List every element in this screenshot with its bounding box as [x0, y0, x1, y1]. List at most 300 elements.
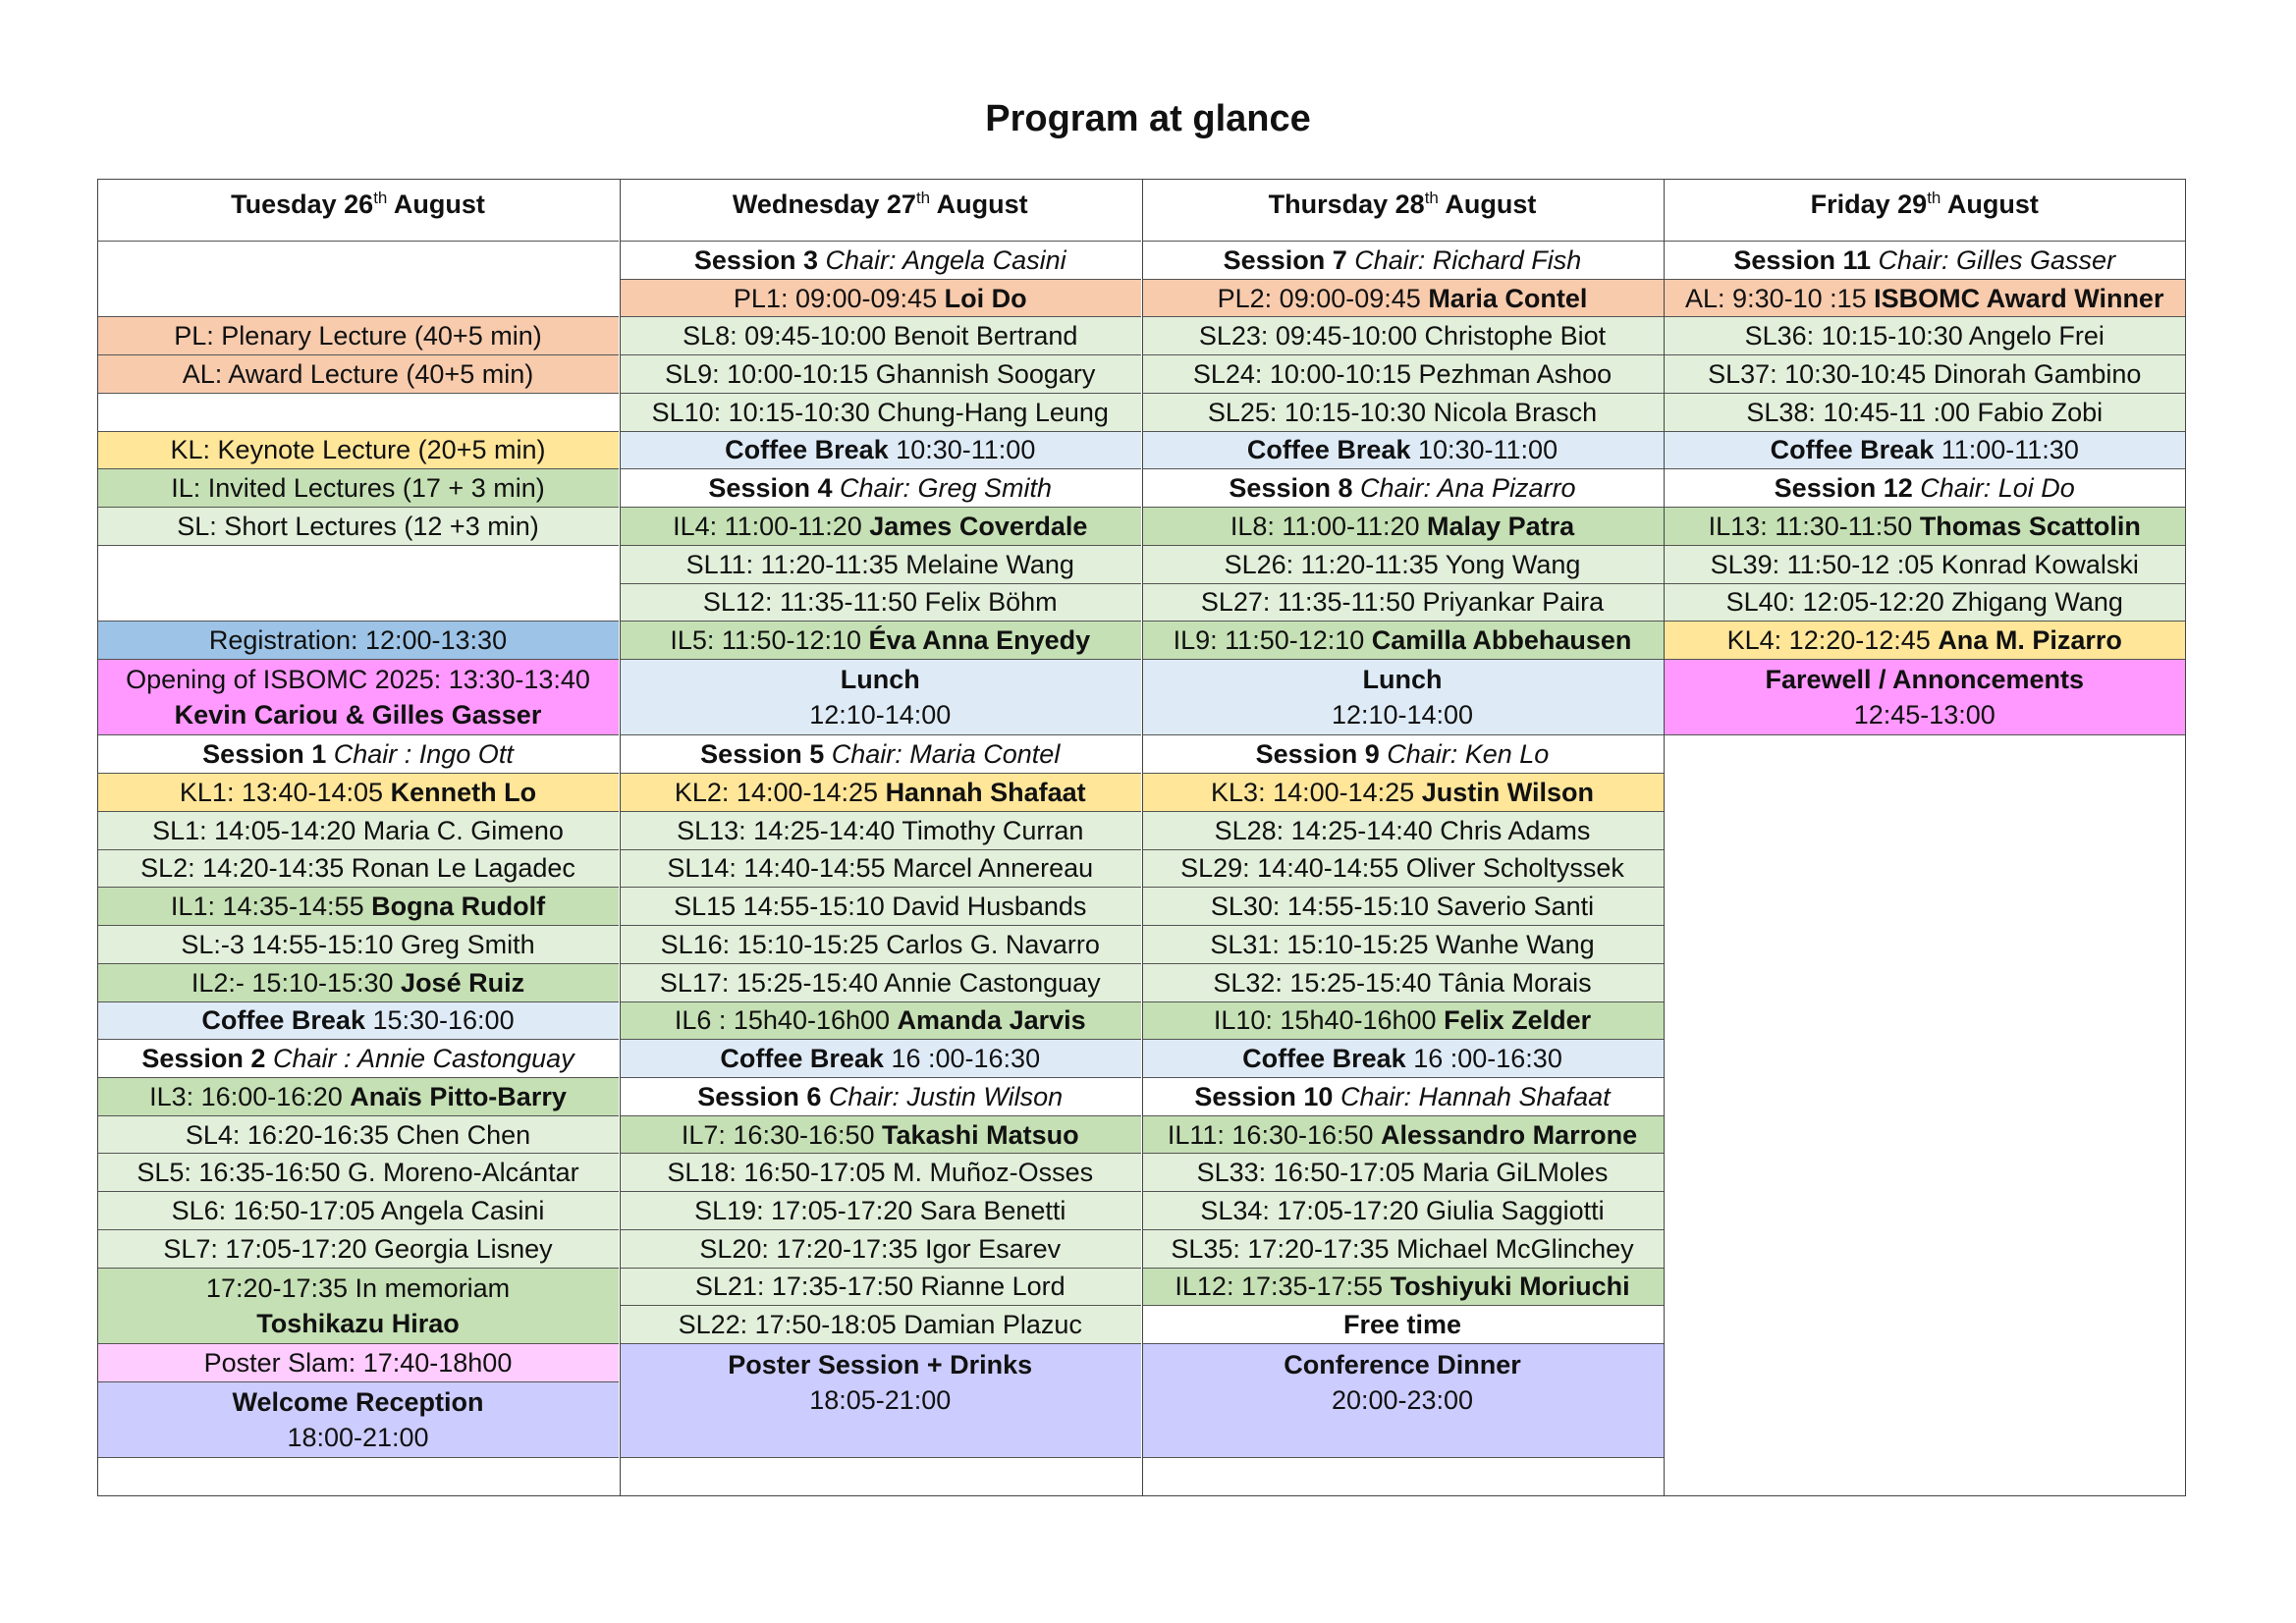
cell-text: IL10: 15h40-16h00 — [1213, 1005, 1445, 1036]
schedule-cell — [1142, 1269, 1664, 1307]
schedule-cell — [97, 508, 619, 546]
schedule-cell — [97, 1192, 619, 1230]
cell-text: Amanda Jarvis — [897, 1005, 1086, 1036]
cell-line — [202, 736, 514, 772]
schedule-cell — [97, 1230, 619, 1269]
day-header — [1142, 179, 1664, 242]
cell-text: KL3: 14:00-14:25 — [1211, 778, 1422, 808]
cell-line — [1213, 965, 1591, 1001]
cell-text: Coffee Break — [1246, 435, 1411, 465]
cell-text: Session 8 — [1229, 473, 1353, 504]
schedule-cell — [1142, 1002, 1664, 1041]
cell-line — [841, 662, 920, 697]
cell-line — [1197, 1155, 1609, 1190]
cell-text: SL32: 15:25-15:40 Tânia Morais — [1213, 967, 1592, 998]
cell-text: Coffee Break — [1770, 435, 1935, 465]
cell-text: Chair: Justin Wilson — [821, 1081, 1064, 1111]
schedule-cell — [1664, 584, 2185, 622]
cell-line — [201, 1002, 514, 1038]
schedule-cell — [620, 774, 1141, 812]
table-bottom-border — [97, 1495, 2186, 1496]
cell-text: Friday 29 — [1810, 189, 1928, 219]
schedule-cell — [97, 1382, 619, 1458]
cell-text: Kenneth Lo — [390, 778, 537, 808]
cell-text: SL20: 17:20-17:35 Igor Esarev — [699, 1233, 1062, 1264]
schedule-cell — [97, 469, 619, 508]
cell-text: SL19: 17:05-17:20 Sara Benetti — [694, 1196, 1066, 1226]
cell-text: IL2:- 15:10-15:30 — [191, 967, 402, 998]
cell-line — [661, 927, 1100, 962]
schedule-cell — [1664, 660, 2185, 735]
cell-text: SL17: 15:25-15:40 Annie Castonguay — [659, 967, 1101, 998]
cell-line — [1727, 622, 2122, 658]
cell-text: Thursday 28 — [1268, 189, 1425, 219]
cell-line — [1211, 889, 1594, 924]
cell-text: SL21: 17:35-17:50 Rianne Lord — [694, 1271, 1066, 1302]
cell-text: Lunch — [840, 665, 920, 695]
cell-line — [149, 1079, 567, 1114]
schedule-cell — [1142, 1078, 1664, 1116]
cell-text: Coffee Break — [1242, 1044, 1406, 1074]
cell-text: Session 3 — [693, 244, 818, 275]
cell-line — [720, 1041, 1040, 1076]
column-divider — [2185, 179, 2186, 1496]
cell-line — [1229, 470, 1575, 506]
cell-line — [733, 181, 1028, 222]
cell-text: Conference Dinner — [1284, 1350, 1521, 1380]
cell-line — [1709, 509, 2141, 544]
schedule-cell — [620, 888, 1141, 926]
cell-line — [1811, 181, 2039, 222]
cell-line — [1256, 736, 1550, 772]
cell-text: Welcome Reception — [232, 1387, 484, 1418]
cell-text: Chair: Ken Lo — [1379, 739, 1550, 770]
cell-text: KL4: 12:20-12:45 — [1726, 625, 1939, 656]
schedule-cell — [620, 584, 1141, 622]
cell-line — [708, 470, 1052, 506]
schedule-cell — [97, 926, 619, 964]
cell-line — [667, 1155, 1093, 1190]
cell-line — [683, 318, 1077, 353]
cell-line — [171, 889, 545, 924]
cell-text: Felix Zelder — [1444, 1005, 1592, 1036]
cell-text: SL18: 16:50-17:05 M. Muñoz-Osses — [667, 1158, 1094, 1188]
empty-cell — [1664, 735, 2185, 1458]
cell-text: SL38: 10:45-11 :00 Fabio Zobi — [1746, 397, 2104, 427]
schedule-cell — [620, 622, 1141, 660]
cell-text: 18:05-21:00 — [809, 1385, 952, 1416]
cell-text: SL25: 10:15-10:30 Nicola Brasch — [1207, 397, 1598, 427]
empty-cell — [97, 546, 619, 622]
schedule-cell — [1142, 1230, 1664, 1269]
cell-line — [1174, 622, 1632, 658]
cell-text: SL23: 09:45-10:00 Christophe Biot — [1198, 321, 1607, 352]
cell-line — [1224, 243, 1582, 278]
cell-text: SL16: 15:10-15:25 Carlos G. Navarro — [660, 929, 1100, 959]
cell-line — [1200, 1193, 1604, 1228]
schedule-cell — [620, 355, 1141, 394]
cell-text: Maria Contel — [1428, 283, 1588, 313]
schedule-cell — [1142, 584, 1664, 622]
cell-text: th — [1927, 189, 1941, 207]
schedule-cell — [97, 1040, 619, 1078]
cell-text: 10:30-11:00 — [888, 435, 1036, 465]
cell-text: SL5: 16:35-16:50 G. Moreno-Alcántar — [137, 1158, 579, 1188]
cell-line — [177, 509, 538, 544]
schedule-cell — [620, 1078, 1141, 1116]
empty-cell — [97, 394, 619, 432]
cell-text: PL: Plenary Lecture (40+5 min) — [174, 321, 542, 352]
cell-text: th — [915, 189, 931, 207]
cell-text: KL2: 14:00-14:25 — [674, 778, 886, 808]
schedule-cell — [620, 735, 1141, 774]
cell-text: Chair: Maria Contel — [824, 739, 1061, 770]
schedule-cell — [620, 1040, 1141, 1078]
cell-line — [667, 850, 1093, 886]
cell-text: Chair: Gilles Gasser — [1871, 244, 2116, 275]
cell-text: SL39: 11:50-12 :05 Konrad Kowalski — [1710, 549, 2139, 579]
cell-text: Opening of ISBOMC 2025: 13:30-13:40 — [126, 665, 590, 695]
cell-text: SL13: 14:25-14:40 Timothy Curran — [677, 815, 1084, 845]
cell-line — [1708, 356, 2141, 392]
cell-line — [1332, 1382, 1473, 1418]
schedule-cell — [1664, 508, 2185, 546]
cell-text: SL35: 17:20-17:35 Michael McGlinchey — [1171, 1233, 1634, 1264]
cell-text: IL11: 16:30-16:50 — [1167, 1119, 1382, 1150]
schedule-cell — [620, 850, 1141, 889]
day-column-tuesday — [97, 179, 619, 1496]
empty-cell — [97, 242, 619, 317]
schedule-cell — [1142, 774, 1664, 812]
cell-text: José Ruiz — [401, 967, 525, 998]
cell-text: IL6 : 15h40-16h00 — [674, 1005, 898, 1036]
cell-line — [699, 1231, 1061, 1267]
cell-line — [677, 813, 1083, 848]
schedule-cell — [1142, 317, 1664, 355]
cell-text: Éva Anna Enyedy — [868, 625, 1091, 656]
cell-text: Chair : Annie Castonguay — [265, 1044, 574, 1074]
schedule-cell — [620, 508, 1141, 546]
cell-line — [126, 662, 590, 697]
cell-text: Session 11 — [1733, 244, 1871, 275]
cell-text: PL1: 09:00-09:45 — [733, 283, 945, 313]
cell-line — [703, 584, 1058, 620]
cell-line — [137, 1155, 578, 1190]
schedule-cell — [620, 242, 1141, 280]
cell-text: SL36: 10:15-10:30 Angelo Frei — [1744, 321, 2105, 352]
cell-line — [209, 622, 507, 658]
cell-text: Bogna Rudolf — [371, 892, 546, 922]
cell-text: SL24: 10:00-10:15 Pezhman Ashoo — [1192, 359, 1613, 390]
schedule-cell — [97, 1154, 619, 1192]
cell-line — [1733, 243, 2115, 278]
cell-text: IL13: 11:30-11:50 — [1708, 511, 1920, 541]
cell-text: SL28: 14:25-14:40 Chris Adams — [1214, 815, 1591, 845]
schedule-cell — [620, 926, 1141, 964]
cell-text: ISBOMC Award Winner — [1874, 283, 2164, 313]
cell-line — [1194, 1079, 1610, 1114]
cell-line — [231, 181, 485, 222]
column-divider — [1664, 179, 1665, 1496]
cell-text: IL12: 17:35-17:55 — [1175, 1271, 1391, 1302]
cell-line — [1210, 927, 1594, 962]
cell-line — [1168, 1117, 1637, 1153]
cell-line — [1746, 395, 2103, 430]
schedule-cell — [1142, 1344, 1664, 1458]
cell-text: AL: Award Lecture (40+5 min) — [182, 359, 534, 390]
schedule-cell — [1142, 355, 1664, 394]
cell-text: KL: Keynote Lecture (20+5 min) — [170, 435, 546, 465]
cell-text: SL4: 16:20-16:35 Chen Chen — [185, 1119, 531, 1150]
cell-line — [673, 509, 1087, 544]
schedule-cell — [97, 1269, 619, 1344]
cell-text: Coffee Break — [725, 435, 889, 465]
cell-text: SL30: 14:55-15:10 Saverio Santi — [1210, 892, 1595, 922]
day-column-thursday — [1142, 179, 1664, 1496]
cell-line — [1711, 547, 2139, 582]
schedule-cell — [97, 317, 619, 355]
schedule-cell — [97, 622, 619, 660]
cell-text: Poster Slam: 17:40-18h00 — [203, 1347, 513, 1378]
schedule-cell — [1142, 660, 1664, 735]
cell-line — [1343, 1307, 1461, 1342]
schedule-cell — [1664, 355, 2185, 394]
cell-text: SL22: 17:50-18:05 Damian Plazuc — [678, 1310, 1082, 1340]
column-divider — [620, 179, 621, 1496]
cell-line — [1201, 584, 1604, 620]
cell-line — [191, 965, 524, 1001]
cell-line — [1230, 509, 1574, 544]
cell-text: Thomas Scattolin — [1919, 511, 2141, 541]
cell-text: SL11: 11:20-11:35 Melaine Wang — [685, 549, 1074, 579]
schedule-cell — [1142, 242, 1664, 280]
cell-text: 17:20-17:35 In memoriam — [205, 1272, 511, 1303]
cell-text: SL26: 11:20-11:35 Yong Wang — [1224, 549, 1581, 579]
schedule-cell — [97, 964, 619, 1002]
cell-text: 10:30-11:00 — [1410, 435, 1558, 465]
schedule-cell — [1142, 1116, 1664, 1155]
schedule-cell — [620, 1344, 1141, 1458]
cell-line — [1363, 662, 1443, 697]
schedule-cell — [1142, 964, 1664, 1002]
cell-line — [734, 281, 1027, 316]
cell-line — [694, 243, 1066, 278]
schedule-cell — [97, 1078, 619, 1116]
schedule-cell — [97, 774, 619, 812]
cell-text: 11:00-11:30 — [1934, 435, 2079, 465]
cell-line — [1284, 1347, 1521, 1382]
schedule-cell — [97, 735, 619, 774]
cell-text: SL40: 12:05-12:20 Zhigang Wang — [1725, 587, 2123, 618]
cell-line — [675, 1002, 1086, 1038]
cell-line — [175, 697, 542, 732]
cell-text: Loi Do — [944, 283, 1027, 313]
cell-line — [1208, 395, 1597, 430]
cell-text: Lunch — [1362, 665, 1443, 695]
schedule-cell — [620, 1116, 1141, 1155]
cell-text: SL34: 17:05-17:20 Giulia Saggiotti — [1200, 1196, 1605, 1226]
cell-line — [728, 1347, 1032, 1382]
column-divider — [97, 179, 98, 1496]
day-column-wednesday — [620, 179, 1141, 1496]
cell-text: August — [1438, 189, 1537, 219]
schedule-cell — [620, 394, 1141, 432]
cell-line — [695, 1269, 1066, 1304]
cell-text: Chair: Ana Pizarro — [1352, 473, 1576, 504]
cell-text: 20:00-23:00 — [1331, 1385, 1474, 1416]
cell-text: SL12: 11:35-11:50 Felix Böhm — [702, 587, 1058, 618]
cell-text: Session 4 — [708, 473, 833, 504]
schedule-cell — [1142, 850, 1664, 889]
cell-line — [1214, 1002, 1591, 1038]
cell-line — [700, 736, 1060, 772]
cell-text: SL33: 16:50-17:05 Maria GiLMoles — [1196, 1158, 1609, 1188]
cell-line — [206, 1271, 510, 1306]
schedule-cell — [620, 964, 1141, 1002]
cell-text: IL3: 16:00-16:20 — [149, 1081, 351, 1111]
schedule-cell — [620, 432, 1141, 470]
cell-line — [287, 1420, 428, 1455]
cell-line — [682, 1117, 1079, 1153]
cell-text: Poster Session + Drinks — [728, 1350, 1033, 1380]
cell-text: 12:10-14:00 — [809, 700, 952, 730]
cell-line — [180, 775, 536, 810]
cell-text: 16 :00-16:30 — [883, 1044, 1041, 1074]
schedule-cell — [97, 1344, 619, 1382]
cell-line — [652, 395, 1109, 430]
schedule-cell — [1142, 546, 1664, 584]
schedule-cell — [1142, 926, 1664, 964]
cell-text: th — [373, 189, 388, 207]
cell-line — [171, 432, 546, 467]
day-column-friday — [1664, 179, 2185, 1496]
cell-text: 12:45-13:00 — [1853, 700, 1995, 730]
cell-line — [1211, 775, 1594, 810]
cell-text: IL8: 11:00-11:20 — [1230, 511, 1428, 541]
schedule-cell — [1142, 1192, 1664, 1230]
cell-text: Ana M. Pizarro — [1938, 625, 2122, 656]
cell-line — [674, 889, 1086, 924]
day-header — [97, 179, 619, 242]
cell-line — [1218, 281, 1588, 316]
schedule-cell — [620, 469, 1141, 508]
schedule-cell — [1142, 469, 1664, 508]
schedule-cell — [1142, 888, 1664, 926]
cell-text: IL1: 14:35-14:55 — [170, 892, 372, 922]
cell-text: Session 5 — [700, 739, 825, 770]
schedule-cell — [97, 812, 619, 850]
cell-line — [1247, 432, 1558, 467]
cell-line — [809, 697, 951, 732]
schedule-cell — [1142, 280, 1664, 318]
cell-text: SL37: 10:30-10:45 Dinorah Gambino — [1708, 359, 2142, 390]
cell-line — [171, 470, 544, 506]
cell-text: Wednesday 27 — [732, 189, 916, 219]
cell-text: SL1: 14:05-14:20 Maria C. Gimeno — [152, 815, 564, 845]
cell-line — [1171, 1231, 1633, 1267]
schedule-cell — [620, 812, 1141, 850]
cell-line — [1180, 850, 1624, 886]
cell-text: Session 7 — [1223, 244, 1347, 275]
schedule-cell — [1142, 432, 1664, 470]
cell-text: August — [1941, 189, 2039, 219]
cell-text: SL9: 10:00-10:15 Ghannish Soogary — [665, 359, 1096, 390]
cell-line — [181, 927, 534, 962]
cell-text: Session 1 — [202, 739, 327, 770]
cell-line — [1199, 318, 1606, 353]
cell-text: SL7: 17:05-17:20 Georgia Lisney — [163, 1233, 553, 1264]
cell-text: AL: 9:30-10 :15 — [1685, 283, 1875, 313]
cell-text: Session 12 — [1774, 473, 1913, 504]
cell-text: Chair: Angela Casini — [817, 244, 1066, 275]
schedule-cell — [1142, 394, 1664, 432]
cell-text: SL14: 14:40-14:55 Marcel Annereau — [667, 853, 1094, 884]
cell-text: Anaïs Pitto-Barry — [350, 1081, 567, 1111]
schedule-cell — [97, 1002, 619, 1041]
cell-text: Toshiyuki Moriuchi — [1390, 1271, 1630, 1302]
column-divider — [1142, 179, 1143, 1496]
schedule-cell — [1664, 317, 2185, 355]
schedule-cell — [1142, 812, 1664, 850]
cell-text: Registration: 12:00-13:30 — [208, 625, 508, 656]
cell-line — [141, 1041, 574, 1076]
cell-text: Session 6 — [697, 1081, 822, 1111]
cell-text: James Coverdale — [869, 511, 1088, 541]
cell-text: IL9: 11:50-12:10 — [1173, 625, 1372, 656]
schedule-cell — [97, 432, 619, 470]
cell-line — [697, 1079, 1063, 1114]
cell-text: IL4: 11:00-11:20 — [673, 511, 870, 541]
cell-text: SL2: 14:20-14:35 Ronan Le Lagadec — [140, 853, 575, 884]
cell-line — [694, 1193, 1066, 1228]
cell-text: SL:-3 14:55-15:10 Greg Smith — [181, 929, 535, 959]
cell-text: Malay Patra — [1427, 511, 1575, 541]
cell-text: Chair: Hannah Shafaat — [1333, 1081, 1611, 1111]
schedule-cell — [620, 660, 1141, 735]
cell-text: Session 9 — [1255, 739, 1380, 770]
schedule-cell — [1142, 735, 1664, 774]
cell-line — [183, 356, 533, 392]
cell-text: August — [930, 189, 1028, 219]
cell-text: IL5: 11:50-12:10 — [670, 625, 869, 656]
cell-text: Coffee Break — [720, 1044, 884, 1074]
schedule-cell — [1142, 508, 1664, 546]
schedule-cell — [620, 1192, 1141, 1230]
cell-text: KL1: 13:40-14:05 — [179, 778, 391, 808]
cell-text: SL29: 14:40-14:55 Oliver Scholtyssek — [1180, 853, 1624, 884]
cell-text: SL31: 15:10-15:25 Wanhe Wang — [1210, 929, 1595, 959]
cell-text: Chair: Greg Smith — [832, 473, 1053, 504]
cell-line — [675, 775, 1086, 810]
cell-line — [256, 1306, 460, 1341]
cell-line — [686, 547, 1074, 582]
page-title: Program at glance — [985, 98, 1311, 139]
cell-text: Coffee Break — [201, 1005, 365, 1036]
cell-line — [1215, 813, 1591, 848]
schedule-cell — [1664, 242, 2185, 280]
cell-text: SL15 14:55-15:10 David Husbands — [674, 892, 1087, 922]
schedule-cell — [620, 1230, 1141, 1269]
cell-text: th — [1424, 189, 1439, 207]
cell-line — [1771, 432, 2079, 467]
schedule-cell — [620, 280, 1141, 318]
schedule-cell — [1142, 1154, 1664, 1192]
cell-line — [1726, 584, 2123, 620]
cell-text: Session 2 — [141, 1044, 266, 1074]
cell-text: Chair: Richard Fish — [1346, 244, 1582, 275]
cell-line — [186, 1117, 530, 1153]
schedule-cell — [620, 1306, 1141, 1344]
